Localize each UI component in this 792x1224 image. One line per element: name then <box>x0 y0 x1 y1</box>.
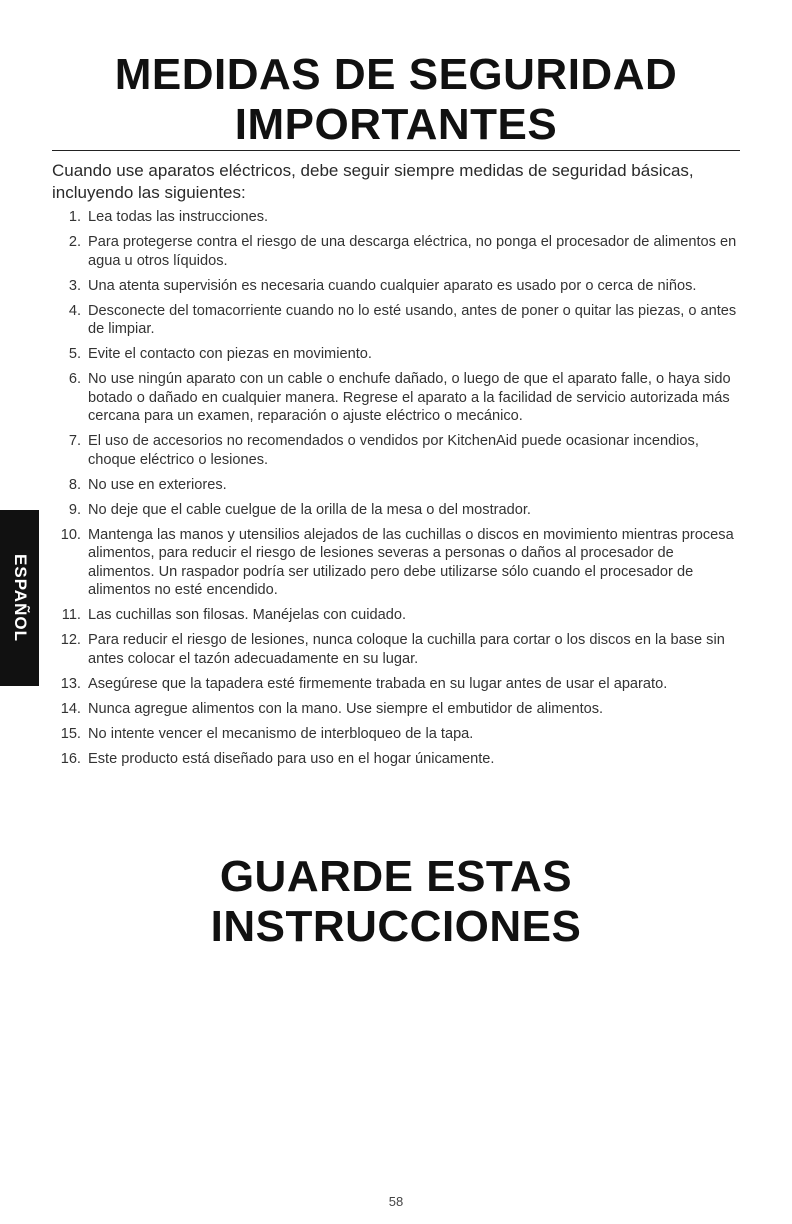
page-title-line-1: MEDIDAS DE SEGURIDAD <box>114 50 678 99</box>
intro-paragraph: Cuando use aparatos eléctricos, debe seguir siempre medidas de seguridad básicas, incluyendo las siguientes: <box>52 161 694 202</box>
item-text: El uso de accesorios no recomendados o vendidos por KitchenAid puede ocasionar incendios, choque eléctrico o lesiones. <box>88 433 699 468</box>
list-item <box>52 370 742 426</box>
page-number: 58 <box>388 1194 404 1209</box>
item-text: Las cuchillas son filosas. Manéjelas con cuidado. <box>88 607 406 623</box>
item-text: Lea todas las instrucciones. <box>88 209 269 225</box>
item-number: 9. <box>68 501 81 518</box>
list-item <box>52 432 742 469</box>
language-side-tab-label: ESPAÑOL <box>10 554 30 642</box>
item-number: 6. <box>68 371 81 387</box>
language-side-tab <box>0 510 39 686</box>
item-text: No use en exteriores. <box>88 476 227 493</box>
list-item <box>52 750 742 769</box>
item-text: Desconecte del tomacorriente cuando no lo esté usando, antes de poner o quitar las piezas, o antes de limpiar. <box>88 302 737 337</box>
list-item <box>52 208 742 227</box>
item-text: No intente vencer el mecanismo de interbloqueo de la tapa. <box>88 725 474 742</box>
item-number: 16. <box>60 750 81 767</box>
item-text: Mantenga las manos y utensilios alejados de las cuchillas o discos en movimiento mientras procesa alimentos, para reducir el riesgo de lesiones severas a personas o daños al procesador de alimentos. Un raspador podría ser utilizado pero debe utilizarse sólo cuando el procesador de alimentos no esté encendido. <box>88 526 734 598</box>
safety-instructions-list <box>52 208 742 775</box>
item-number: 4. <box>68 302 81 319</box>
list-item <box>52 526 742 600</box>
list-item <box>52 233 742 270</box>
list-item <box>52 277 742 296</box>
item-number: 15. <box>60 725 81 742</box>
list-item <box>52 345 742 364</box>
item-number: 8. <box>68 476 81 493</box>
item-number: 2. <box>68 234 81 250</box>
item-text: Para protegerse contra el riesgo de una descarga eléctrica, no ponga el procesador de alimentos en agua u otros líquidos. <box>88 234 737 269</box>
title-divider <box>52 150 740 151</box>
list-item <box>52 631 742 668</box>
item-text: Asegúrese que la tapadera esté firmemente trabada en su lugar antes de usar el aparato. <box>88 675 668 692</box>
item-text: No deje que el cable cuelgue de la orilla de la mesa o del mostrador. <box>88 501 531 518</box>
item-number: 7. <box>68 433 81 449</box>
item-text: Nunca agregue alimentos con la mano. Use siempre el embutidor de alimentos. <box>88 700 604 717</box>
list-item <box>52 725 742 744</box>
page-title-line-2: IMPORTANTES <box>234 100 558 149</box>
list-item <box>52 302 742 339</box>
item-number: 11. <box>61 607 81 623</box>
item-text: Evite el contacto con piezas en movimiento. <box>88 346 372 362</box>
item-number: 10. <box>60 526 81 543</box>
item-text: Para reducir el riesgo de lesiones, nunca coloque la cuchilla para cortar o los discos en la base sin antes colocar el tazón adecuadamente en su lugar. <box>88 632 725 667</box>
list-item <box>52 606 742 625</box>
list-item <box>52 675 742 694</box>
item-number: 12. <box>60 632 81 648</box>
item-number: 13. <box>60 675 81 692</box>
item-text: Este producto está diseñado para uso en el hogar únicamente. <box>88 750 495 767</box>
item-number: 14. <box>60 700 81 717</box>
item-number: 5. <box>68 346 81 362</box>
list-item <box>52 700 742 719</box>
item-text: No use ningún aparato con un cable o enchufe dañado, o luego de que el aparato falle, o haya sido botado o dañado en cualquier manera. Regrese el aparato a la facilidad de servicio autorizada más cercana para un examen, reparación o ajuste eléctrico o mecánico. <box>88 371 731 424</box>
save-instructions-heading: GUARDE ESTAS INSTRUCCIONES <box>210 852 582 951</box>
item-text: Una atenta supervisión es necesaria cuando cualquier aparato es usado por o cerca de niños. <box>88 277 697 294</box>
item-number: 1. <box>68 209 81 225</box>
item-number: 3. <box>68 277 81 294</box>
list-item <box>52 476 742 495</box>
list-item <box>52 501 742 520</box>
